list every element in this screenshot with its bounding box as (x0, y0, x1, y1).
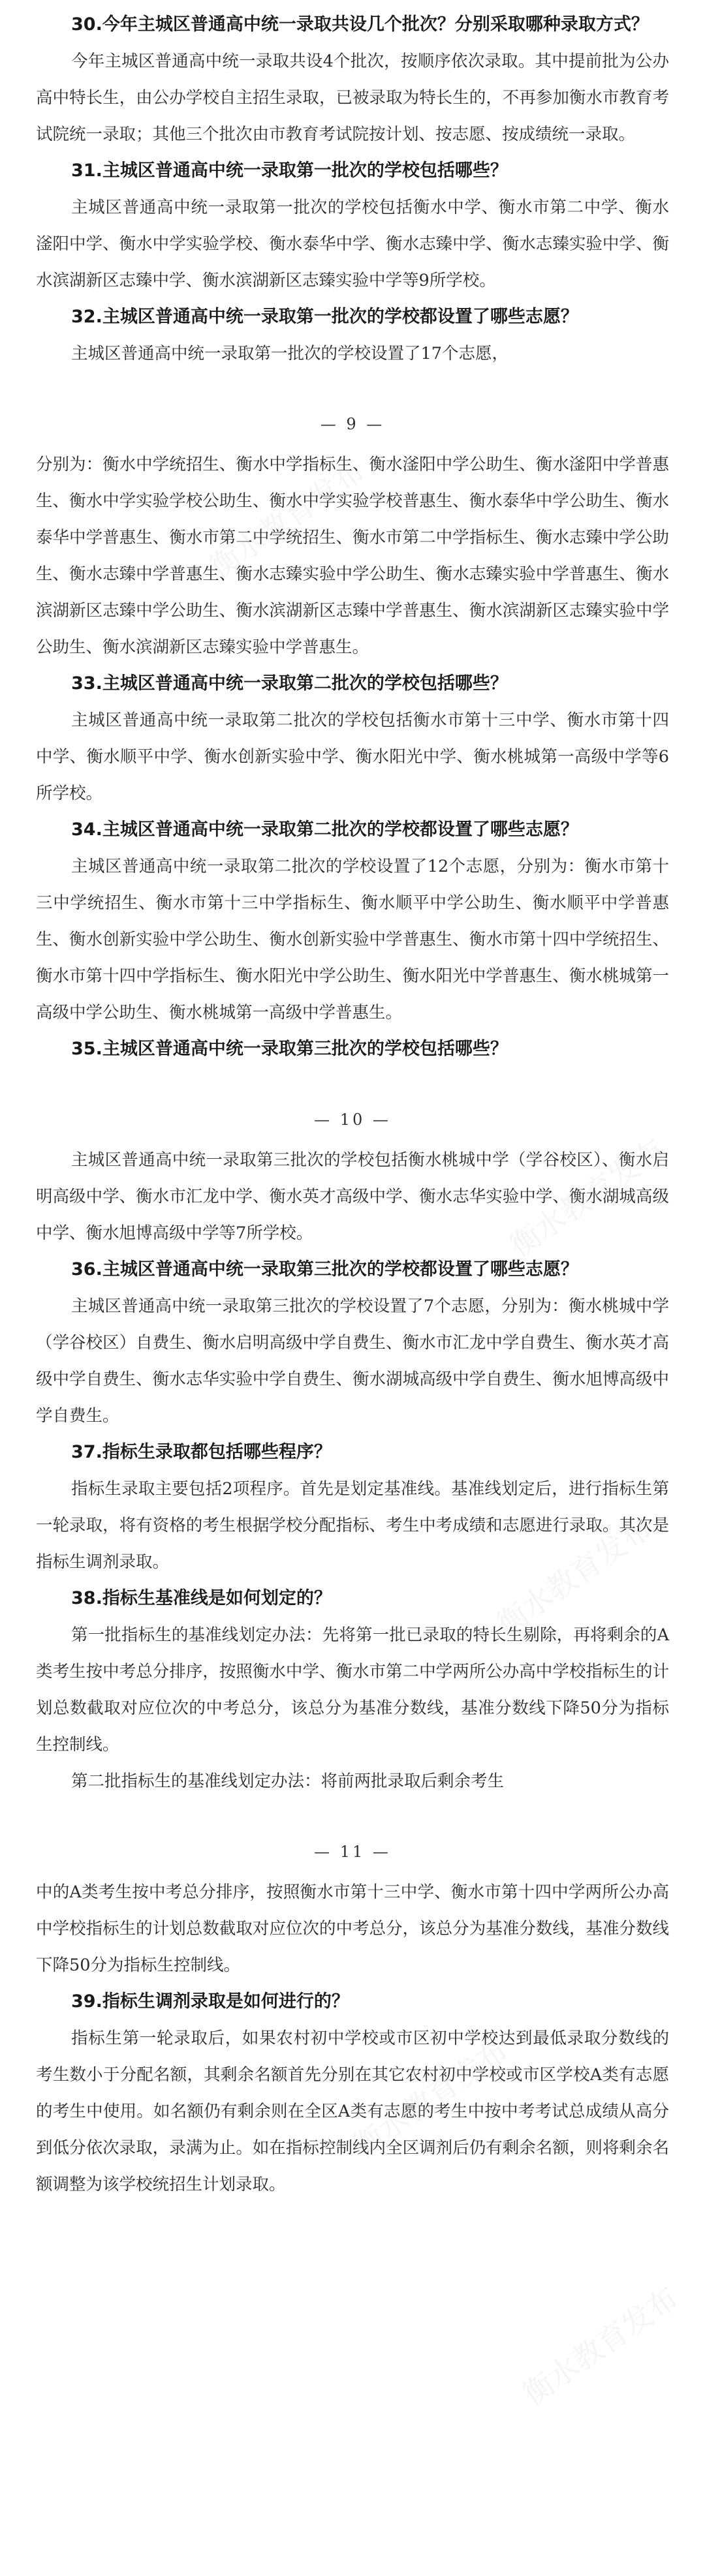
watermark-text: 衡水教育发布 (490, 1510, 659, 1642)
qa-36 (36, 1251, 669, 1434)
qa-39 (36, 1984, 669, 2203)
question-heading: 37.指标生录取都包括哪些程序？ (71, 1442, 332, 1462)
question-heading: 39.指标生调剂录取是如何进行的？ (71, 1991, 349, 2012)
qa-37 (36, 1434, 669, 1580)
answer-paragraph: 今年主城区普通高中统一录取共设4个批次，按顺序依次录取。其中提前批为公办高中特长生，由公办学校自主招生录取，已被录取为特长生的，不再参加衡水市教育考试院统一录取；其他三个批次由市教育考试院按计划、按志愿、按成绩统一录取。 (36, 52, 669, 144)
qa-35 (36, 1031, 669, 1067)
answer-paragraph: 第一批指标生的基准线划定办法：先将第一批已录取的特长生剔除，再将剩余的A类考生按中考总分排序，按照衡水中学、衡水市第二中学两所公办高中学校指标生的计划总数截取对应位次的中考总分，该总分为基准分数线，基准分数线下降50分为指标生控制线。 (36, 1625, 669, 1755)
question-heading: 34.主城区普通高中统一录取第二批次的学校都设置了哪些志愿？ (71, 820, 578, 840)
qa-32 (36, 299, 669, 372)
qa-38 (36, 1580, 669, 1800)
question-heading: 30.今年主城区普通高中统一录取共设几个批次？分别采取哪种录取方式？ (71, 14, 649, 35)
answer-paragraph: 主城区普通高中统一录取第一批次的学校设置了17个志愿， (71, 344, 509, 363)
answer-paragraph: 主城区普通高中统一录取第三批次的学校包括衡水桃城中学（学谷校区）、衡水启明高级中学、衡水市汇龙中学、衡水英才高级中学、衡水志华实验中学、衡水湖城高级中学、衡水旭博高级中学等7所学校。 (36, 1150, 669, 1243)
question-heading: 35.主城区普通高中统一录取第三批次的学校包括哪些？ (71, 1039, 508, 1059)
answer-paragraph: 主城区普通高中统一录取第一批次的学校包括衡水中学、衡水市第二中学、衡水滏阳中学、衡水中学实验学校、衡水泰华中学、衡水志臻中学、衡水志臻实验中学、衡水滨湖新区志臻中学、衡水滨湖新区志臻实验中学等9所学校。 (36, 198, 669, 290)
qa-30 (36, 7, 669, 153)
watermark-text: 衡水教育发布 (503, 1131, 672, 1264)
answer-paragraph: 第二批指标生的基准线划定办法：将前两批录取后剩余考生 (71, 1771, 505, 1791)
answer-paragraph-continued: 分别为：衡水中学统招生、衡水中学指标生、衡水滏阳中学公助生、衡水滏阳中学普惠生、衡水中学实验学校公助生、衡水中学实验学校普惠生、衡水泰华中学公助生、衡水泰华中学普惠生、衡水市第二中学统招生、衡水市第二中学指标生、衡水志臻中学公助生、衡水志臻中学普惠生、衡水志臻实验中学公助生、衡水志臻实验中学普惠生、衡水滨湖新区志臻中学公助生、衡水滨湖新区志臻中学普惠生、衡水滨湖新区志臻实验中学公助生、衡水滨湖新区志臻实验中学普惠生。 (36, 455, 669, 657)
answer-paragraph: 主城区普通高中统一录取第二批次的学校包括衡水市第十三中学、衡水市第十四中学、衡水顺平中学、衡水创新实验中学、衡水阳光中学、衡水桃城第一高级中学等6所学校。 (36, 711, 669, 803)
answer-paragraph-continued: 中的A类考生按中考总分排序，按照衡水市第十三中学、衡水市第十四中学两所公办高中学校指标生的计划总数截取对应位次的中考总分，该总分为基准分数线，基准分数线下降50分为指标生控制线。 (36, 1882, 669, 1975)
qa-33 (36, 666, 669, 812)
watermark-text: 衡水教育发布 (203, 453, 371, 585)
answer-paragraph: 主城区普通高中统一录取第三批次的学校设置了7个志愿，分别为：衡水桃城中学（学谷校区）自费生、衡水启明高级中学自费生、衡水市汇龙中学自费生、衡水英才高级中学自费生、衡水志华实验中学自费生、衡水湖城高级中学自费生、衡水旭博高级中学自费生。 (36, 1296, 669, 1426)
watermark-text: 衡水教育发布 (347, 2032, 515, 2164)
qa-31 (36, 153, 669, 299)
question-heading: 36.主城区普通高中统一录取第三批次的学校都设置了哪些志愿？ (71, 1259, 578, 1280)
question-heading: 33.主城区普通高中统一录取第二批次的学校包括哪些？ (71, 673, 508, 694)
page-number: — 11 — (314, 1843, 391, 1861)
qa-34 (36, 812, 669, 1031)
question-heading: 31.主城区普通高中统一录取第一批次的学校包括哪些？ (71, 161, 508, 181)
question-heading: 32.主城区普通高中统一录取第一批次的学校都设置了哪些志愿？ (71, 307, 578, 327)
answer-paragraph: 指标生录取主要包括2项程序。首先是划定基准线。基准线划定后，进行指标生第一轮录取，将有资格的考生根据学校分配指标、考生中考成绩和志愿进行录取。其次是指标生调剂录取。 (36, 1479, 669, 1572)
answer-paragraph: 指标生第一轮录取后，如果农村初中学校或市区初中学校达到最低录取分数线的考生数小于分配名额，其剩余名额首先分别在其它农村初中学校或市区学校A类有志愿的考生中使用。如名额仍有剩余则在全区A类有志愿的考生中按中考考试总成绩从高分到低分依次录取，录满为止。如在指标控制线内全区调剂后仍有剩余名额，则将剩余名额调整为该学校统招生计划录取。 (36, 2029, 669, 2194)
answer-paragraph: 主城区普通高中统一录取第二批次的学校设置了12个志愿，分别为：衡水市第十三中学统招生、衡水市第十三中学指标生、衡水顺平中学公助生、衡水顺平中学普惠生、衡水创新实验中学公助生、衡水创新实验中学普惠生、衡水市第十四中学统招生、衡水市第十四中学指标生、衡水阳光中学公助生、衡水阳光中学普惠生、衡水桃城第一高级中学公助生、衡水桃城第一高级中学普惠生。 (36, 857, 669, 1022)
page-number: — 10 — (314, 1111, 391, 1129)
watermark-text: 衡水教育发布 (516, 2280, 685, 2412)
page-number: — 9 — (320, 415, 385, 433)
question-heading: 38.指标生基准线是如何划定的？ (71, 1588, 332, 1608)
